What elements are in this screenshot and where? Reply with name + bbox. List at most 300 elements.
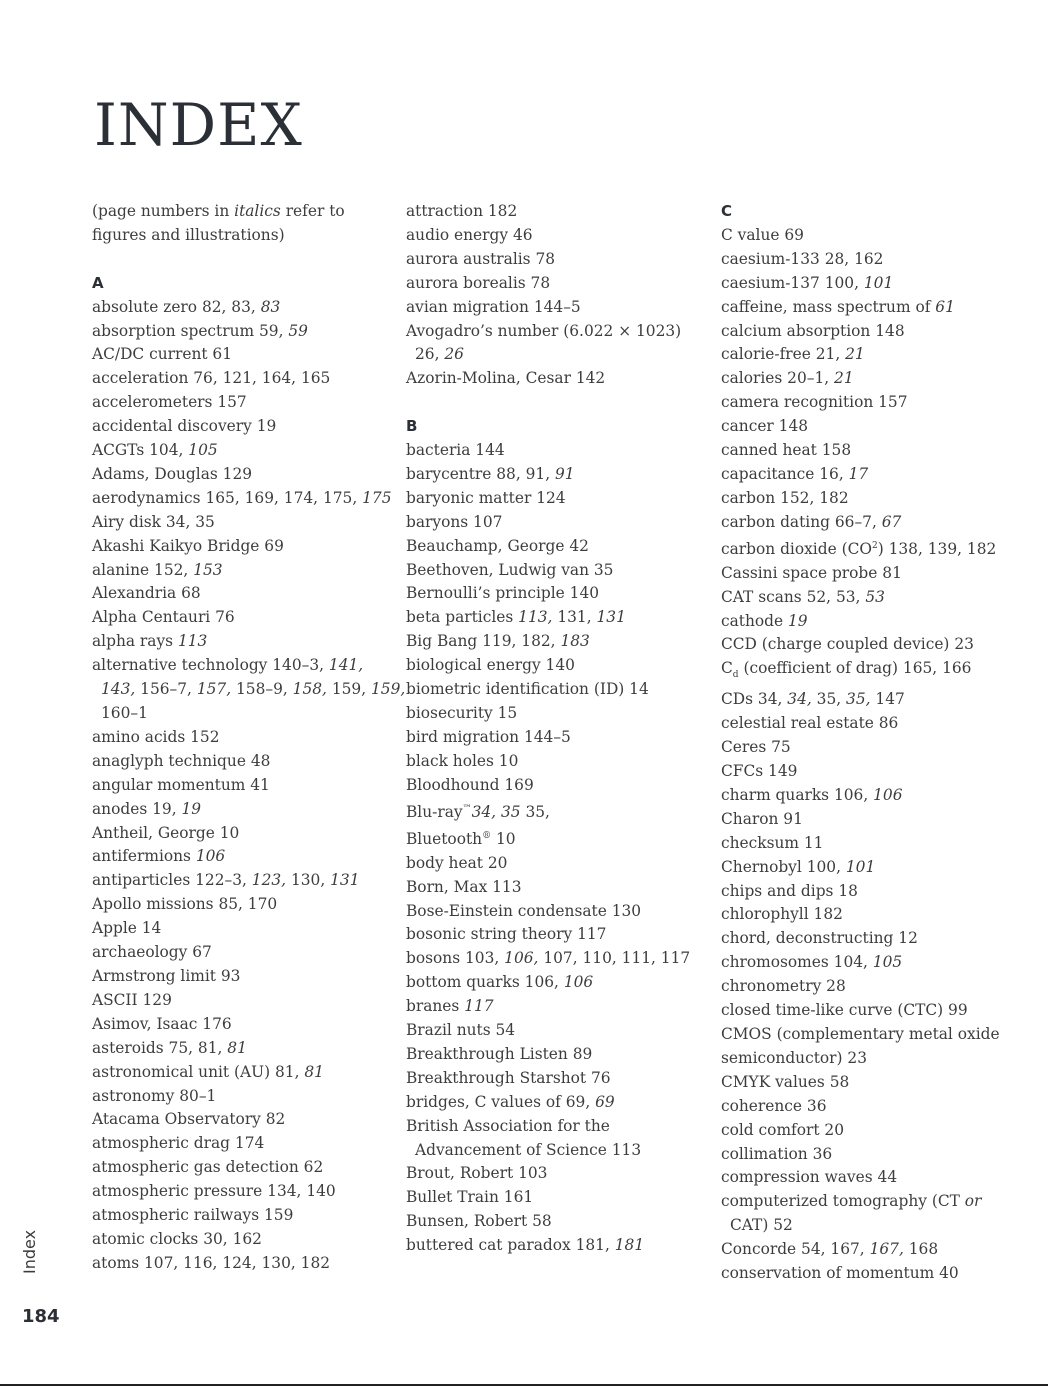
italic-page-ref: 117	[464, 997, 494, 1016]
index-entry	[92, 654, 392, 678]
entry-text: atoms 107, 116, 124, 130, 182	[92, 1253, 331, 1272]
entry-text: carbon 152, 182	[721, 488, 849, 507]
index-entry	[92, 822, 392, 846]
index-entry	[406, 750, 706, 774]
index-entry	[721, 367, 1021, 391]
entry-text: Advancement of Science 113	[415, 1140, 642, 1159]
index-entry	[92, 1180, 392, 1204]
entry-text: semiconductor) 23	[721, 1048, 867, 1067]
index-entry	[92, 1228, 392, 1252]
entry-text: baryons 107	[406, 512, 503, 531]
index-entry	[406, 900, 706, 924]
italic-page-ref: 106	[563, 973, 594, 992]
index-entry	[406, 1019, 706, 1043]
entry-text: asteroids 75, 81,	[92, 1038, 228, 1057]
index-entry	[406, 1115, 706, 1139]
italic-page-ref: 105	[872, 953, 903, 972]
italic-page-ref: 153	[193, 560, 223, 579]
section-letter: A	[92, 273, 104, 292]
entry-text: absorption spectrum 59,	[92, 321, 289, 340]
index-entry	[721, 343, 1021, 367]
entry-text: branes	[406, 997, 465, 1016]
italic-page-ref: 131	[330, 871, 360, 890]
italic-page-ref: 83	[260, 297, 281, 316]
index-entry	[721, 610, 1021, 634]
index-entry	[721, 1214, 1021, 1238]
index-entry	[721, 248, 1021, 272]
entry-text: Cassini space probe 81	[721, 563, 902, 582]
entry-text: Azorin-Molina, Cesar 142	[406, 369, 606, 388]
entry-text: caesium-133 28, 162	[721, 249, 884, 268]
entry-text: biometric identification (ID) 14	[406, 680, 649, 699]
entry-text: 130,	[286, 871, 331, 890]
entry-text: calcium absorption 148	[721, 321, 905, 340]
index-entry	[92, 917, 392, 941]
entry-text: Beauchamp, George 42	[406, 536, 589, 555]
entry-text: Akashi Kaikyo Bridge 69	[92, 536, 284, 555]
italic-page-ref: 175	[362, 488, 392, 507]
entry-text: Bernoulli’s principle 140	[406, 584, 600, 603]
index-entry	[721, 224, 1021, 248]
entry-text: chronometry 28	[721, 977, 846, 996]
italic-page-ref: 53	[865, 587, 885, 606]
entry-text: 160–1	[101, 704, 148, 723]
index-entry	[92, 630, 392, 654]
entry-text: archaeology 67	[92, 943, 212, 962]
index-entry	[406, 439, 706, 463]
entry-text: ASCII 129	[92, 990, 172, 1009]
entry-text: 147	[870, 690, 905, 709]
entry-text: C	[721, 659, 733, 678]
italic-page-ref: 17	[848, 464, 869, 483]
entry-text: (coefficient of drag) 165, 166	[738, 659, 972, 678]
entry-text: Asimov, Isaac 176	[92, 1014, 232, 1033]
italic-page-ref: 105	[188, 441, 218, 460]
index-entry	[721, 1047, 1021, 1071]
italic-page-ref: 91	[555, 464, 575, 483]
entry-text: Bloodhound 169	[406, 775, 534, 794]
entry-text: 35,	[520, 802, 550, 821]
entry-text: Bullet Train 161	[406, 1188, 534, 1207]
entry-text: angular momentum 41	[92, 775, 270, 794]
italic-page-ref: 123,	[251, 871, 287, 890]
italic-page-ref: 81	[304, 1062, 324, 1081]
entry-text: British Association for the	[406, 1116, 610, 1135]
index-entry	[92, 511, 392, 535]
entry-text: audio energy 46	[406, 225, 533, 244]
index-entry	[406, 678, 706, 702]
superscript: ™	[462, 803, 472, 814]
index-entry	[92, 1013, 392, 1037]
entry-text: 10	[491, 829, 516, 848]
index-entry	[92, 965, 392, 989]
index-entry	[721, 808, 1021, 832]
entry-text: CAT) 52	[730, 1216, 793, 1235]
index-entry	[721, 657, 1021, 688]
entry-text: Bunsen, Robert 58	[406, 1212, 552, 1231]
index-entry	[406, 1162, 706, 1186]
index-entry	[406, 971, 706, 995]
index-entry	[406, 200, 706, 224]
entry-text: conservation of momentum 40	[721, 1264, 959, 1283]
italic-page-ref: 181	[614, 1236, 645, 1255]
index-entry	[92, 367, 392, 391]
entry-text: CCD (charge coupled device) 23	[721, 635, 974, 654]
entry-text: biological energy 140	[406, 656, 575, 675]
index-entry	[92, 798, 392, 822]
entry-text: computerized tomography (CT	[721, 1192, 965, 1211]
index-entry	[406, 535, 706, 559]
italic-page-ref: 113,	[518, 608, 553, 627]
entry-text: bottom quarks 106,	[406, 973, 564, 992]
entry-text: Atacama Observatory 82	[92, 1110, 286, 1129]
entry-text: collimation 36	[721, 1144, 833, 1163]
entry-text: Airy disk 34, 35	[92, 512, 215, 531]
index-entry	[721, 272, 1021, 296]
entry-text: amino acids 152	[92, 727, 220, 746]
entry-text: (page numbers in	[92, 202, 235, 220]
entry-text: antifermions	[92, 847, 196, 866]
entry-text: cancer 148	[721, 417, 809, 436]
section-side-label: Index	[20, 1229, 39, 1274]
index-entry	[721, 975, 1021, 999]
italic-page-ref: 26	[444, 345, 464, 364]
index-column-1	[92, 200, 406, 1276]
entry-text: avian migration 144–5	[406, 297, 581, 316]
italic-page-ref: 106,	[504, 949, 539, 968]
index-entry	[721, 927, 1021, 951]
entry-text: Blu-ray	[406, 802, 463, 821]
index-entry	[721, 1119, 1021, 1143]
italic-page-ref: 106	[873, 785, 903, 804]
italic-page-ref: 35	[500, 802, 521, 821]
index-entry	[721, 1262, 1021, 1286]
index-entry	[721, 856, 1021, 880]
entry-text: AC/DC current 61	[92, 345, 233, 364]
index-entry	[92, 559, 392, 583]
index-entry	[721, 633, 1021, 657]
index-entry	[406, 1043, 706, 1067]
entry-text: chlorophyll 182	[721, 905, 843, 924]
entry-text: aerodynamics 165, 169, 174, 175,	[92, 488, 363, 507]
index-entry	[92, 678, 406, 702]
entry-text: calorie-free 21,	[721, 345, 846, 364]
entry-text: 26,	[415, 345, 445, 364]
index-entry	[406, 224, 706, 248]
index-entry	[406, 995, 706, 1019]
italic-page-ref: 167,	[869, 1240, 904, 1259]
index-entry	[721, 736, 1021, 760]
index-entry	[721, 760, 1021, 784]
entry-text: coherence 36	[721, 1096, 827, 1115]
index-column-2	[406, 200, 706, 1258]
index-entry	[721, 439, 1021, 463]
entry-text: CDs 34,	[721, 690, 788, 709]
entry-text: Avogadro’s number (6.022 × 1023)	[406, 321, 682, 340]
entry-text: calories 20–1,	[721, 369, 835, 388]
italic-page-ref: 131	[596, 608, 626, 627]
italic-page-ref: 67	[881, 512, 902, 531]
index-entry	[92, 224, 392, 248]
entry-text: attraction 182	[406, 202, 518, 220]
entry-text: 107, 110, 111, 117	[538, 949, 691, 968]
entry-text: cold comfort 20	[721, 1120, 845, 1139]
index-entry	[721, 880, 1021, 904]
entry-text: Alexandria 68	[92, 584, 201, 603]
index-entry	[721, 999, 1021, 1023]
index-entry	[721, 1143, 1021, 1167]
index-entry	[92, 845, 392, 869]
italic-page-ref: or	[964, 1192, 982, 1211]
entry-text: Ceres 75	[721, 738, 791, 757]
index-entry	[92, 606, 392, 630]
index-entry	[406, 852, 706, 876]
entry-text: compression waves 44	[721, 1168, 898, 1187]
index-entry	[92, 893, 392, 917]
italic-page-ref: 69	[595, 1092, 615, 1111]
index-entry	[406, 463, 706, 487]
entry-text: Chernobyl 100,	[721, 857, 846, 876]
entry-text: baryonic matter 124	[406, 488, 566, 507]
index-entry	[406, 774, 706, 798]
entry-text: Big Bang 119, 182,	[406, 632, 561, 651]
page-title: INDEX	[94, 91, 303, 159]
index-entry	[92, 989, 392, 1013]
index-entry	[92, 320, 392, 344]
spacer	[92, 248, 392, 272]
index-entry	[406, 343, 706, 367]
italic-page-ref: 34,	[787, 690, 812, 709]
italic-page-ref: 106	[195, 847, 226, 866]
entry-text: Brazil nuts 54	[406, 1021, 516, 1040]
index-entry	[721, 511, 1021, 535]
index-entry	[92, 1252, 392, 1276]
index-entry	[92, 391, 392, 415]
index-column-3	[721, 200, 1021, 1286]
entry-text: 158–9,	[231, 680, 293, 699]
italic-page-ref: 34,	[471, 802, 497, 821]
entry-text: atomic clocks 30, 162	[92, 1229, 262, 1248]
entry-text: chromosomes 104,	[721, 953, 873, 972]
index-entry	[406, 798, 706, 825]
entry-text: Adams, Douglas 129	[92, 464, 253, 483]
section-letter: B	[406, 417, 418, 436]
italic-page-ref: 113	[177, 632, 208, 651]
italic-page-ref: 19	[788, 611, 808, 630]
index-entry	[406, 726, 706, 750]
index-entry	[92, 1108, 392, 1132]
entry-text: aurora borealis 78	[406, 273, 551, 292]
index-entry	[406, 487, 706, 511]
italic-page-ref: 141,	[328, 656, 364, 675]
entry-text: biosecurity 15	[406, 704, 518, 723]
entry-text: checksum 11	[721, 833, 824, 852]
index-entry	[721, 320, 1021, 344]
index-entry	[406, 559, 706, 583]
entry-text: Concorde 54, 167,	[721, 1240, 870, 1259]
entry-text: bridges, C values of 69,	[406, 1092, 596, 1111]
index-entry	[721, 688, 1021, 712]
index-entry	[721, 535, 1021, 562]
index-entry	[721, 586, 1021, 610]
entry-text: caffeine, mass spectrum of	[721, 297, 936, 316]
index-entry	[92, 774, 392, 798]
entry-text: Bose-Einstein condensate 130	[406, 901, 642, 920]
entry-text: Antheil, George 10	[92, 823, 240, 842]
entry-text: refer to	[280, 202, 345, 220]
page-number: 184	[22, 1306, 60, 1327]
index-entry	[92, 296, 392, 320]
entry-text: CAT scans 52, 53,	[721, 587, 866, 606]
index-entry	[406, 1067, 706, 1091]
entry-text: Charon 91	[721, 809, 803, 828]
entry-text: bosonic string theory 117	[406, 925, 607, 944]
index-entry	[721, 562, 1021, 586]
entry-text: antiparticles 122–3,	[92, 871, 252, 890]
entry-text: figures and illustrations)	[92, 225, 285, 244]
index-entry	[406, 582, 706, 606]
entry-text: closed time-like curve (CTC) 99	[721, 1001, 968, 1020]
entry-text: Breakthrough Starshot 76	[406, 1068, 611, 1087]
index-entry	[406, 1091, 706, 1115]
index-entry	[92, 343, 392, 367]
index-entry	[92, 415, 392, 439]
entry-text: buttered cat paradox 181,	[406, 1236, 615, 1255]
entry-text: bosons 103,	[406, 949, 505, 968]
subscript: d	[732, 670, 739, 681]
index-entry	[721, 903, 1021, 927]
italic-page-ref: 159,	[371, 680, 406, 699]
entry-text: 35,	[811, 690, 847, 709]
entry-text: CMYK values 58	[721, 1072, 850, 1091]
entry-text: anaglyph technique 48	[92, 751, 271, 770]
entry-text: atmospheric drag 174	[92, 1134, 265, 1153]
index-entry	[406, 923, 706, 947]
entry-text: bacteria 144	[406, 441, 505, 460]
index-entry	[406, 1234, 706, 1258]
entry-text: Bluetooth	[406, 829, 483, 848]
index-entry	[721, 1095, 1021, 1119]
index-entry	[406, 947, 706, 971]
entry-text: canned heat 158	[721, 441, 852, 460]
index-entry	[406, 702, 706, 726]
entry-text: bird migration 144–5	[406, 727, 571, 746]
entry-text: capacitance 16,	[721, 464, 849, 483]
index-entry	[92, 535, 392, 559]
index-entry	[406, 825, 706, 852]
index-entry	[406, 320, 706, 344]
entry-text: alanine 152,	[92, 560, 194, 579]
index-entry	[92, 463, 392, 487]
index-entry	[406, 272, 706, 296]
entry-text: Armstrong limit 93	[92, 966, 241, 985]
italic-page-ref: 158,	[292, 680, 327, 699]
entry-text: black holes 10	[406, 751, 519, 770]
index-entry	[92, 1061, 392, 1085]
index-entry	[406, 630, 706, 654]
index-entry	[92, 1132, 392, 1156]
italic-page-ref: 21	[845, 345, 865, 364]
italic-page-ref: 81	[227, 1038, 247, 1057]
entry-text: Beethoven, Ludwig van 35	[406, 560, 614, 579]
index-entry	[406, 511, 706, 535]
entry-text: 159,	[326, 680, 371, 699]
entry-text: acceleration 76, 121, 164, 165	[92, 369, 331, 388]
italic-page-ref: italics	[234, 202, 281, 220]
bottom-rule	[0, 1384, 1048, 1386]
entry-text: accidental discovery 19	[92, 417, 277, 436]
entry-text: CFCs 149	[721, 762, 798, 781]
entry-text: anodes 19,	[92, 799, 182, 818]
italic-page-ref: 101	[863, 273, 894, 292]
entry-text: cathode	[721, 611, 789, 630]
italic-page-ref: 183	[560, 632, 590, 651]
index-entry	[406, 1139, 706, 1163]
entry-text: alternative technology 140–3,	[92, 656, 329, 675]
entry-text: beta particles	[406, 608, 519, 627]
index-entry	[92, 200, 392, 224]
entry-text: body heat 20	[406, 853, 508, 872]
index-entry	[406, 367, 706, 391]
entry-text: CMOS (complementary metal oxide	[721, 1025, 1000, 1044]
italic-page-ref: 143,	[101, 680, 136, 699]
entry-text: Apollo missions 85, 170	[92, 895, 278, 914]
entry-text: celestial real estate 86	[721, 714, 899, 733]
italic-page-ref: 21	[834, 369, 854, 388]
index-entry	[92, 582, 392, 606]
italic-page-ref: 101	[845, 857, 876, 876]
entry-text: astronomy 80–1	[92, 1086, 217, 1105]
index-entry	[406, 248, 706, 272]
index-entry	[92, 869, 392, 893]
index-entry	[406, 606, 706, 630]
index-entry	[92, 1085, 392, 1109]
entry-text: alpha rays	[92, 632, 178, 651]
index-entry	[406, 296, 706, 320]
index-entry	[92, 702, 392, 726]
entry-text: chord, deconstructing 12	[721, 929, 918, 948]
entry-text: Born, Max 113	[406, 877, 522, 896]
italic-page-ref: 59	[288, 321, 308, 340]
index-entry	[721, 1190, 1021, 1214]
index-entry	[721, 296, 1021, 320]
superscript: ®	[482, 830, 492, 841]
index-entry	[406, 1186, 706, 1210]
entry-text: charm quarks 106,	[721, 785, 874, 804]
entry-text: 156–7,	[135, 680, 197, 699]
index-entry	[721, 832, 1021, 856]
entry-text: caesium-137 100,	[721, 273, 864, 292]
spacer	[406, 391, 706, 415]
index-entry	[721, 487, 1021, 511]
entry-text: atmospheric gas detection 62	[92, 1158, 324, 1177]
entry-text: barycentre 88, 91,	[406, 464, 555, 483]
entry-text: Apple 14	[92, 919, 162, 938]
entry-text: atmospheric railways 159	[92, 1206, 294, 1225]
italic-page-ref: 61	[935, 297, 955, 316]
entry-text: astronomical unit (AU) 81,	[92, 1062, 305, 1081]
section-letter: C	[721, 202, 733, 220]
entry-text: Brout, Robert 103	[406, 1164, 548, 1183]
index-entry	[92, 1204, 392, 1228]
index-entry	[92, 1156, 392, 1180]
entry-text: 168	[903, 1240, 939, 1259]
index-entry	[406, 654, 706, 678]
entry-text: C value 69	[721, 225, 804, 244]
index-entry	[721, 712, 1021, 736]
index-entry	[721, 1023, 1021, 1047]
entry-text: carbon dioxide (CO	[721, 539, 872, 558]
